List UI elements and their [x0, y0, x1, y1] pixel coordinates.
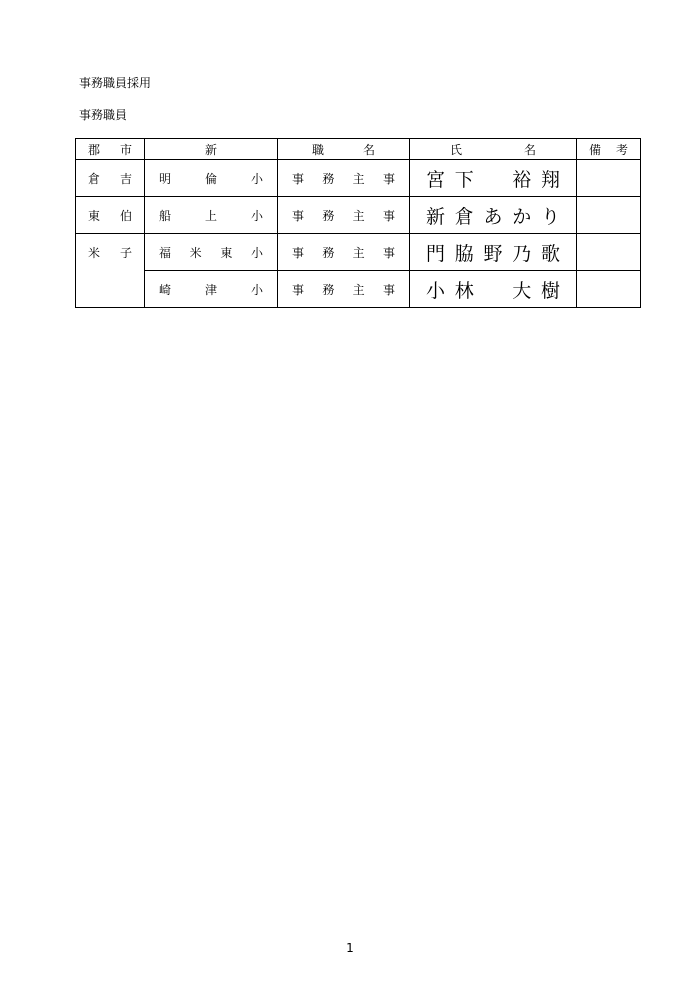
header-shoku-char: 職 [312, 142, 325, 157]
title-char: 事 [382, 282, 395, 297]
school-char: 崎 [159, 282, 172, 297]
title-char: 主 [352, 282, 365, 297]
title-char: 主 [352, 245, 365, 260]
table-row [76, 271, 641, 308]
table-row [76, 197, 641, 234]
header-ko-char: 考 [615, 142, 628, 157]
header-shi-char: 氏 [450, 142, 463, 157]
gun-char: 吉 [119, 171, 132, 186]
school-char: 小 [250, 282, 263, 297]
school-char: 船 [159, 208, 172, 223]
table-row [76, 234, 641, 271]
school-char: 東 [220, 245, 233, 260]
page-number: 1 [346, 941, 354, 955]
title-char: 主 [352, 171, 365, 186]
name-char: り [540, 205, 560, 228]
title-char: 事 [382, 245, 395, 260]
gun-shi-cell [76, 160, 145, 197]
person-name-cell [410, 271, 577, 308]
name-char: 乃 [512, 242, 532, 265]
school-char: 福 [159, 245, 172, 260]
title-char: 主 [352, 208, 365, 223]
gun-char: 東 [88, 208, 101, 223]
name-char: 宮 [426, 168, 446, 191]
note-cell [577, 234, 641, 271]
header-shokumei [278, 139, 410, 160]
title-char: 事 [382, 171, 395, 186]
school-cell [145, 234, 278, 271]
name-char: 小 [426, 279, 446, 302]
job-title-cell [278, 271, 410, 308]
title-char: 務 [322, 208, 335, 223]
title-char: 事 [292, 245, 305, 260]
name-char: 林 [454, 279, 474, 302]
header-gun-char: 郡 [88, 142, 101, 157]
header-mei-char: 名 [362, 142, 375, 157]
title-char: 事 [292, 171, 305, 186]
header-shimei [410, 139, 577, 160]
table-row [76, 160, 641, 197]
school-char: 小 [250, 171, 263, 186]
job-title-cell [278, 160, 410, 197]
note-cell [577, 197, 641, 234]
name-char: 新 [426, 205, 446, 228]
school-char: 小 [250, 245, 263, 260]
school-char: 小 [250, 208, 263, 223]
document-heading: 事務職員採用 [79, 76, 152, 90]
header-bi-char: 備 [589, 142, 602, 157]
name-char: 脇 [454, 242, 474, 265]
gun-char: 伯 [119, 208, 132, 223]
staff-appointment-table [75, 138, 641, 308]
school-char: 米 [189, 245, 202, 260]
school-char: 上 [204, 208, 217, 223]
header-gun-shi [76, 139, 145, 160]
name-char: 門 [426, 242, 446, 265]
title-char: 事 [382, 208, 395, 223]
gun-char: 子 [119, 246, 132, 260]
name-char: か [512, 205, 532, 228]
name-char: 樹 [540, 279, 560, 302]
header-shin-char: 新 [204, 142, 217, 157]
header-shin [145, 139, 278, 160]
gun-char: 倉 [88, 171, 101, 186]
title-char: 事 [292, 282, 305, 297]
name-char: 下 [454, 168, 474, 191]
header-shi-char: 市 [119, 142, 132, 157]
name-char: 野 [483, 242, 503, 265]
name-char: 翔 [540, 168, 560, 191]
school-char: 津 [204, 282, 217, 297]
note-cell [577, 271, 641, 308]
title-char: 事 [292, 208, 305, 223]
person-name-cell [410, 197, 577, 234]
header-biko [577, 139, 641, 160]
name-char: あ [483, 205, 503, 228]
school-cell [145, 160, 278, 197]
header-mei-char: 名 [523, 142, 536, 157]
name-char: 大 [512, 279, 532, 302]
job-title-cell [278, 234, 410, 271]
table-header-row [76, 139, 641, 160]
person-name-cell [410, 234, 577, 271]
name-char: 裕 [512, 168, 532, 191]
gun-char: 米 [88, 246, 101, 260]
title-char: 務 [322, 282, 335, 297]
name-char: 倉 [454, 205, 474, 228]
gun-shi-cell [76, 197, 145, 234]
school-char: 倫 [204, 171, 217, 186]
gun-shi-cell [76, 234, 145, 308]
school-char: 明 [159, 171, 172, 186]
school-cell [145, 271, 278, 308]
school-cell [145, 197, 278, 234]
job-title-cell [278, 197, 410, 234]
title-char: 務 [322, 245, 335, 260]
name-char: 歌 [540, 242, 560, 265]
note-cell [577, 160, 641, 197]
person-name-cell [410, 160, 577, 197]
section-heading: 事務職員 [79, 108, 128, 122]
title-char: 務 [322, 171, 335, 186]
